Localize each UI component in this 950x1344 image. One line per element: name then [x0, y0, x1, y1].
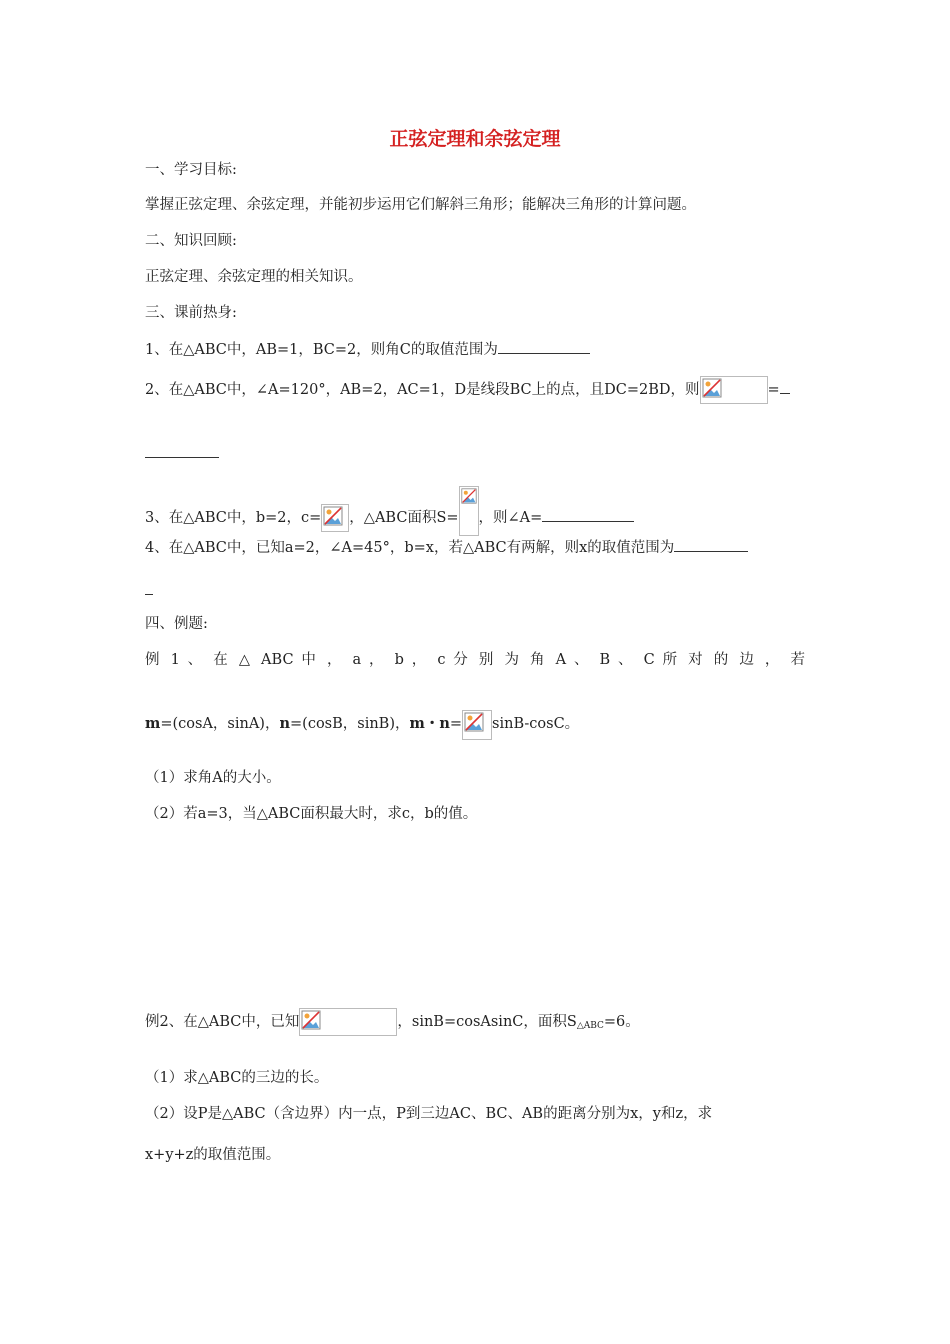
- q4-blank-cont: [145, 580, 153, 601]
- q2-text: 2、在△ABC中，∠A=120°，AB=2，AC=1，D是线段BC上的点，且DC=2BD，则: [145, 382, 700, 398]
- q1-text: 1、在△ABC中，AB=1，BC=2，则角C的取值范围为: [145, 342, 498, 358]
- warmup-question-3: [145, 486, 634, 536]
- example2-line1: [145, 1008, 640, 1036]
- example1-part1: （1）求角A的大小。: [145, 770, 281, 786]
- broken-image-icon: [321, 504, 349, 532]
- q3-post: ，则∠A=: [478, 510, 543, 526]
- example2-part1: （1）求△ABC的三边的长。: [145, 1070, 329, 1086]
- area-subscript: △ABC: [576, 1021, 604, 1031]
- answer-blank: [498, 339, 590, 354]
- warmup-question-4: [145, 537, 748, 558]
- q2-blank-cont: [145, 443, 219, 464]
- example2-post: =6。: [603, 1014, 640, 1030]
- q3-mid: ，△ABC面积S=: [349, 510, 459, 526]
- examples-heading: 四、例题:: [145, 616, 208, 632]
- answer-blank: [780, 379, 790, 394]
- broken-image-icon: [299, 1008, 397, 1036]
- eq-sign: =: [449, 716, 463, 732]
- broken-image-icon: [459, 486, 479, 536]
- broken-image-icon: [462, 710, 492, 740]
- page-title: 正弦定理和余弦定理: [389, 128, 561, 150]
- review-heading: 二、知识回顾:: [145, 233, 237, 249]
- goals-heading: 一、学习目标:: [145, 162, 237, 178]
- dot-product: m・n: [409, 715, 450, 732]
- warmup-question-2: [145, 376, 790, 404]
- answer-blank: [674, 537, 748, 552]
- vector-n: n: [279, 715, 291, 732]
- warmup-heading: 三、课前热身:: [145, 305, 237, 321]
- example2-part2: （2）设P是△ABC（含边界）内一点，P到三边AC、BC、AB的距离分别为x，y和z，求: [145, 1106, 713, 1122]
- example2-mid: ，sinB=cosAsinC，面积S: [397, 1014, 577, 1030]
- review-text: 正弦定理、余弦定理的相关知识。: [145, 269, 363, 285]
- vector-n-expr: =(cosB，sinB)，: [290, 716, 410, 732]
- example1-line2: [145, 710, 579, 740]
- answer-blank: [542, 507, 634, 522]
- q3-text: 3、在△ABC中，b=2，c=: [145, 510, 322, 526]
- vector-m: m: [145, 715, 161, 732]
- example2-pre: 例2、在△ABC中，已知: [145, 1014, 300, 1030]
- answer-blank: [145, 580, 153, 595]
- q4-text: 4、在△ABC中，已知a=2，∠A=45°，b=x，若△ABC有两解，则x的取值范围为: [145, 540, 675, 556]
- vector-m-expr: =(cosA，sinA)，: [160, 716, 280, 732]
- example1-part2: （2）若a=3，当△ABC面积最大时，求c，b的值。: [145, 806, 478, 822]
- q2-eq: =: [767, 382, 780, 398]
- example1-tail: sinB-cosC。: [492, 716, 580, 732]
- goals-text: 掌握正弦定理、余弦定理，并能初步运用它们解斜三角形；能解决三角形的计算问题。: [145, 197, 696, 213]
- example1-line1: 例 1 、 在 △ ABC 中 ， a ， b ， c 分 别 为 角 A 、 B 、 C 所 对 的 边 ， 若: [145, 652, 805, 668]
- example2-part2-cont: x+y+z的取值范围。: [145, 1147, 281, 1163]
- broken-image-icon: [700, 376, 768, 404]
- answer-blank: [145, 443, 219, 458]
- warmup-question-1: [145, 339, 590, 360]
